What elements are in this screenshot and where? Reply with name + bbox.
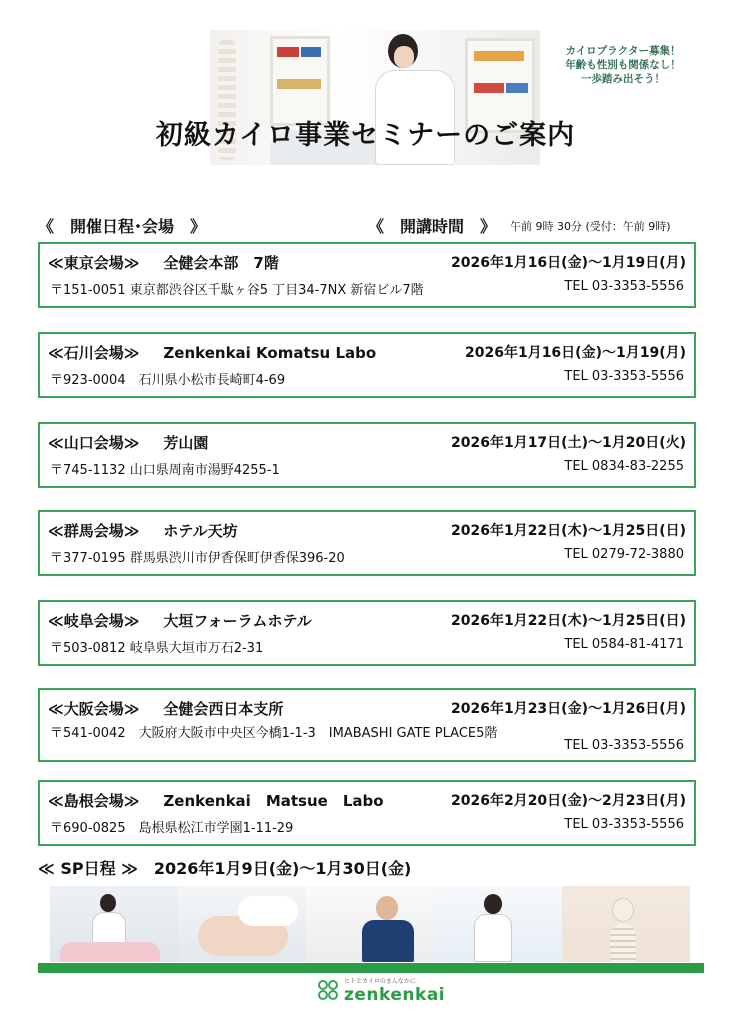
recruit-message	[548, 44, 698, 86]
recruit-line: 一歩踏み出そう！	[581, 73, 665, 85]
venue-name: ≪岐阜会場≫ 大垣フォーラムホテル	[48, 612, 312, 630]
photo-lecture	[306, 886, 434, 962]
venue-card-gunma	[38, 510, 696, 576]
venue-tel: TEL 03-3353-5556	[564, 369, 684, 384]
venue-card-shimane	[38, 780, 696, 846]
venue-date: 2026年1月16日(金)～1月19日(月)	[450, 255, 686, 271]
venue-name: ≪群馬会場≫ ホテル天坊	[48, 522, 238, 540]
logo-word: zenkenkai	[344, 984, 446, 1005]
venue-card-tokyo	[38, 242, 696, 308]
venue-name: ≪石川会場≫ Zenkenkai Komatsu Labo	[48, 344, 377, 362]
venue-card-ishikawa	[38, 332, 696, 398]
venue-address: 〒377-0195 群馬県渋川市伊香保町伊香保396-20	[50, 551, 345, 566]
venue-address: 〒745-1132 山口県周南市湯野4255-1	[50, 463, 280, 478]
practitioner-face	[394, 46, 414, 68]
photo-hands	[178, 886, 306, 962]
venue-card-yamaguchi	[38, 422, 696, 488]
footer-bar	[38, 963, 704, 973]
venue-name: ≪島根会場≫ Zenkenkai Matsue Labo	[48, 792, 384, 810]
venue-name: ≪山口会場≫ 芳山園	[48, 434, 209, 452]
page-title: 初級カイロ事業セミナーのご案内	[155, 120, 576, 151]
venue-card-osaka	[38, 688, 696, 762]
venue-tel: TEL 03-3353-5556	[564, 738, 684, 753]
sp-schedule: ≪ SP日程 ≫ 2026年1月9日(金)～1月30日(金)	[38, 859, 412, 878]
recruit-line: カイロプラクター募集！	[565, 45, 681, 57]
photo-staff	[434, 886, 562, 962]
venue-date: 2026年2月20日(金)～2月23日(月)	[450, 793, 686, 809]
photo-skeleton	[562, 886, 690, 962]
logo-tagline: ヒトとカイロのまんなかに	[344, 977, 416, 985]
time-detail: 午前 9時 30分 (受付：午前 9時)	[510, 220, 671, 233]
time-heading: 《 開講時間 》	[368, 217, 497, 236]
zenkenkai-logo	[318, 976, 445, 1006]
venue-tel: TEL 03-3353-5556	[564, 817, 684, 832]
venue-date: 2026年1月23日(金)～1月26日(月)	[450, 701, 686, 717]
venue-date: 2026年1月17日(土)～1月20日(火)	[450, 435, 686, 451]
venue-address: 〒690-0825 島根県松江市学園1-11-29	[50, 821, 294, 836]
venue-tel: TEL 0834-83-2255	[564, 459, 684, 474]
venue-tel: TEL 03-3353-5556	[564, 279, 684, 294]
photo-strip	[50, 886, 690, 962]
venue-address: 〒503-0812 岐阜県大垣市万石2-31	[50, 641, 264, 656]
clover-icon	[318, 980, 340, 1002]
venue-card-gifu	[38, 600, 696, 666]
photo-treatment	[50, 886, 178, 962]
venue-address: 〒151-0051 東京都渋谷区千駄ヶ谷5 丁目34-7NX 新宿ビル7階	[50, 283, 424, 298]
recruit-line: 年齢も性別も関係なし！	[565, 59, 681, 71]
venue-name: ≪大阪会場≫ 全健会西日本支所	[48, 700, 284, 718]
venue-date: 2026年1月22日(木)～1月25日(日)	[450, 523, 686, 539]
venue-tel: TEL 0279-72-3880	[564, 547, 684, 562]
venue-date: 2026年1月22日(木)～1月25日(日)	[450, 613, 686, 629]
venue-date: 2026年1月16日(金)～1月19(月)	[464, 345, 686, 361]
schedule-heading: 《 開催日程･会場 》	[38, 217, 207, 236]
venue-address: 〒541-0042 大阪府大阪市中央区今橋1-1-3 IMABASHI GATE PLACE5階	[50, 726, 498, 741]
venue-name: ≪東京会場≫ 全健会本部 7階	[48, 254, 279, 272]
venue-tel: TEL 0584-81-4171	[564, 637, 684, 652]
venue-address: 〒923-0004 石川県小松市長崎町4-69	[50, 373, 286, 388]
